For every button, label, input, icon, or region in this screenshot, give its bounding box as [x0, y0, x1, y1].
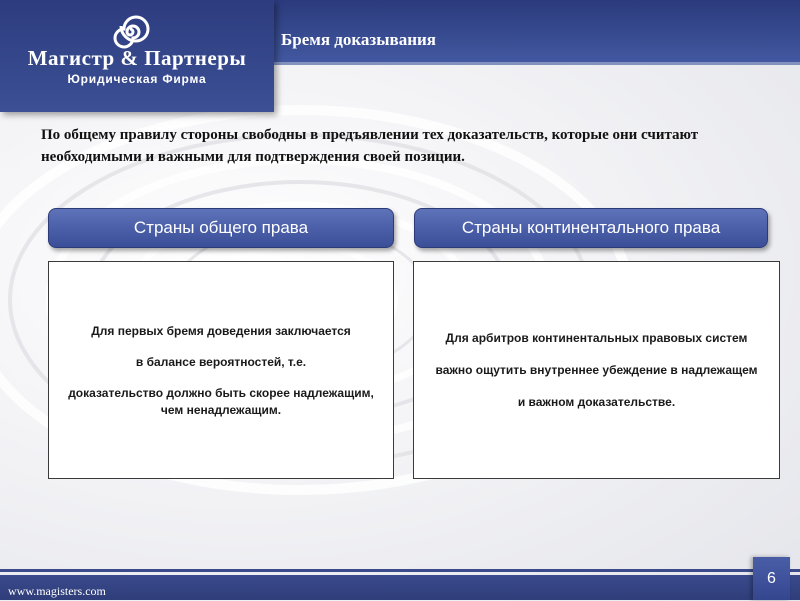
heading-continental-law: Страны континентального права	[414, 208, 768, 248]
common-law-line: чем ненадлежащим.	[160, 402, 282, 417]
continental-law-line: важно ощутить внутреннее убеждение в надлежащем	[435, 363, 758, 377]
page-number: 6	[753, 557, 790, 600]
footer-band	[0, 575, 800, 600]
website-link[interactable]: www.magisters.com	[8, 584, 106, 598]
continental-law-line: и важном доказательстве.	[517, 395, 676, 409]
common-law-box	[48, 261, 394, 479]
slide-title: Бремя доказывания	[281, 30, 436, 49]
heading-common-law: Страны общего права	[48, 208, 394, 248]
footer-divider	[0, 569, 800, 572]
header-divider	[270, 62, 800, 65]
company-subtitle: Юридическая Фирма	[67, 72, 207, 86]
company-logo	[0, 0, 274, 112]
common-law-line: в балансе вероятностей, т.е.	[135, 354, 307, 369]
intro-text: По общему правилу стороны свободны в предъявлении тех доказательств, которые они считают необходимыми и важными для подтверждения своей позиции.	[41, 127, 699, 165]
common-law-line: Для первых бремя доведения заключается	[91, 323, 351, 338]
company-name: Магистр & Партнеры	[27, 46, 247, 70]
continental-law-line: Для арбитров континентальных правовых систем	[445, 331, 748, 345]
continental-law-box	[413, 261, 780, 479]
common-law-line: доказательство должно быть скорее надлежащим,	[68, 385, 374, 400]
